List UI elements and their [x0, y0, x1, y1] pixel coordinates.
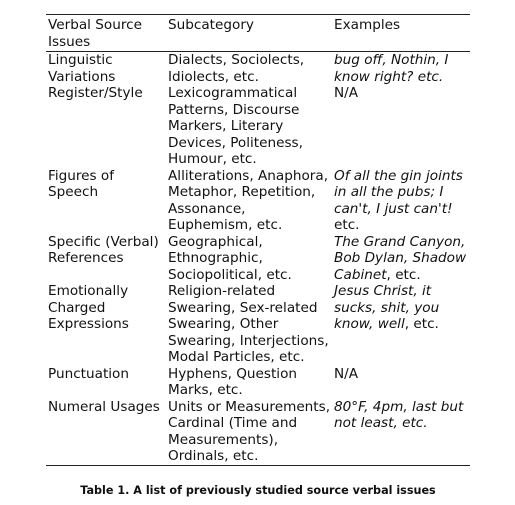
- example-plain: N/A: [334, 85, 359, 101]
- table-row: [46, 234, 470, 284]
- table-row: [46, 85, 470, 168]
- issue-cell: Specific (Verbal) References: [48, 233, 159, 266]
- subcategory-cell: Geographical, Ethnographic, Sociopolitical, etc.: [168, 233, 292, 283]
- subcategory-cell: Religion-related Swearing, Sex-related Swearing, Other Swearing, Interjections, Modal Particles, etc.: [168, 283, 329, 365]
- issue-cell: Linguistic Variations: [48, 52, 116, 85]
- issue-cell: Numeral Usages: [48, 398, 160, 415]
- issue-cell: Punctuation: [48, 365, 129, 382]
- subcategory-cell: Lexicogrammatical Patterns, Discourse Markers, Literary Devices, Politeness, Humour, etc.: [168, 85, 303, 167]
- issue-cell: Figures of Speech: [48, 167, 115, 200]
- header-examples: Examples: [334, 17, 401, 33]
- example-plain: , etc.: [386, 266, 421, 283]
- table-row: [46, 52, 470, 86]
- example-plain: etc.: [334, 217, 360, 233]
- table-row: [46, 283, 470, 366]
- example-italic: Jesus Christ, it sucks, shit, you know, well: [334, 283, 440, 332]
- examples-cell: [332, 85, 470, 168]
- example-italic: bug off, Nothin, I know right? etc.: [334, 52, 449, 85]
- example-plain: N/A: [334, 365, 359, 382]
- verbal-issues-table: [46, 14, 470, 466]
- example-plain: , etc.: [404, 316, 439, 332]
- subcategory-cell: Dialects, Sociolects, Idiolects, etc.: [168, 52, 305, 85]
- table-container: [46, 14, 470, 466]
- examples-cell: [332, 234, 470, 284]
- table-row: [46, 399, 470, 466]
- issue-cell: Emotionally Charged Expressions: [48, 283, 129, 332]
- subcategory-cell: Hyphens, Question Marks, etc.: [168, 365, 298, 398]
- issue-cell: Register/Style: [48, 85, 143, 101]
- header-subcategory: Subcategory: [168, 17, 254, 33]
- examples-cell: [332, 283, 470, 366]
- examples-cell: [332, 399, 470, 466]
- table-row: [46, 168, 470, 234]
- example-italic: Of all the gin joints in all the pubs; I can't, I just can't!: [334, 167, 463, 217]
- table-header-row: [46, 15, 470, 52]
- header-verbal-source-issues: Verbal Source Issues: [48, 17, 142, 50]
- example-italic: 80°F, 4pm, last but not least, etc.: [334, 398, 464, 431]
- examples-cell: [332, 366, 470, 399]
- example-italic: The Grand Canyon, Bob Dylan, Shadow Cabinet: [334, 233, 467, 283]
- table-caption: Table 1. A list of previously studied source verbal issues: [80, 484, 436, 497]
- subcategory-cell: Units or Measurements, Cardinal (Time and Measurements), Ordinals, etc.: [168, 398, 331, 464]
- table-row: [46, 366, 470, 399]
- examples-cell: [332, 168, 470, 234]
- examples-cell: [332, 52, 470, 86]
- subcategory-cell: Alliterations, Anaphora, Metaphor, Repetition, Assonance, Euphemism, etc.: [168, 167, 329, 233]
